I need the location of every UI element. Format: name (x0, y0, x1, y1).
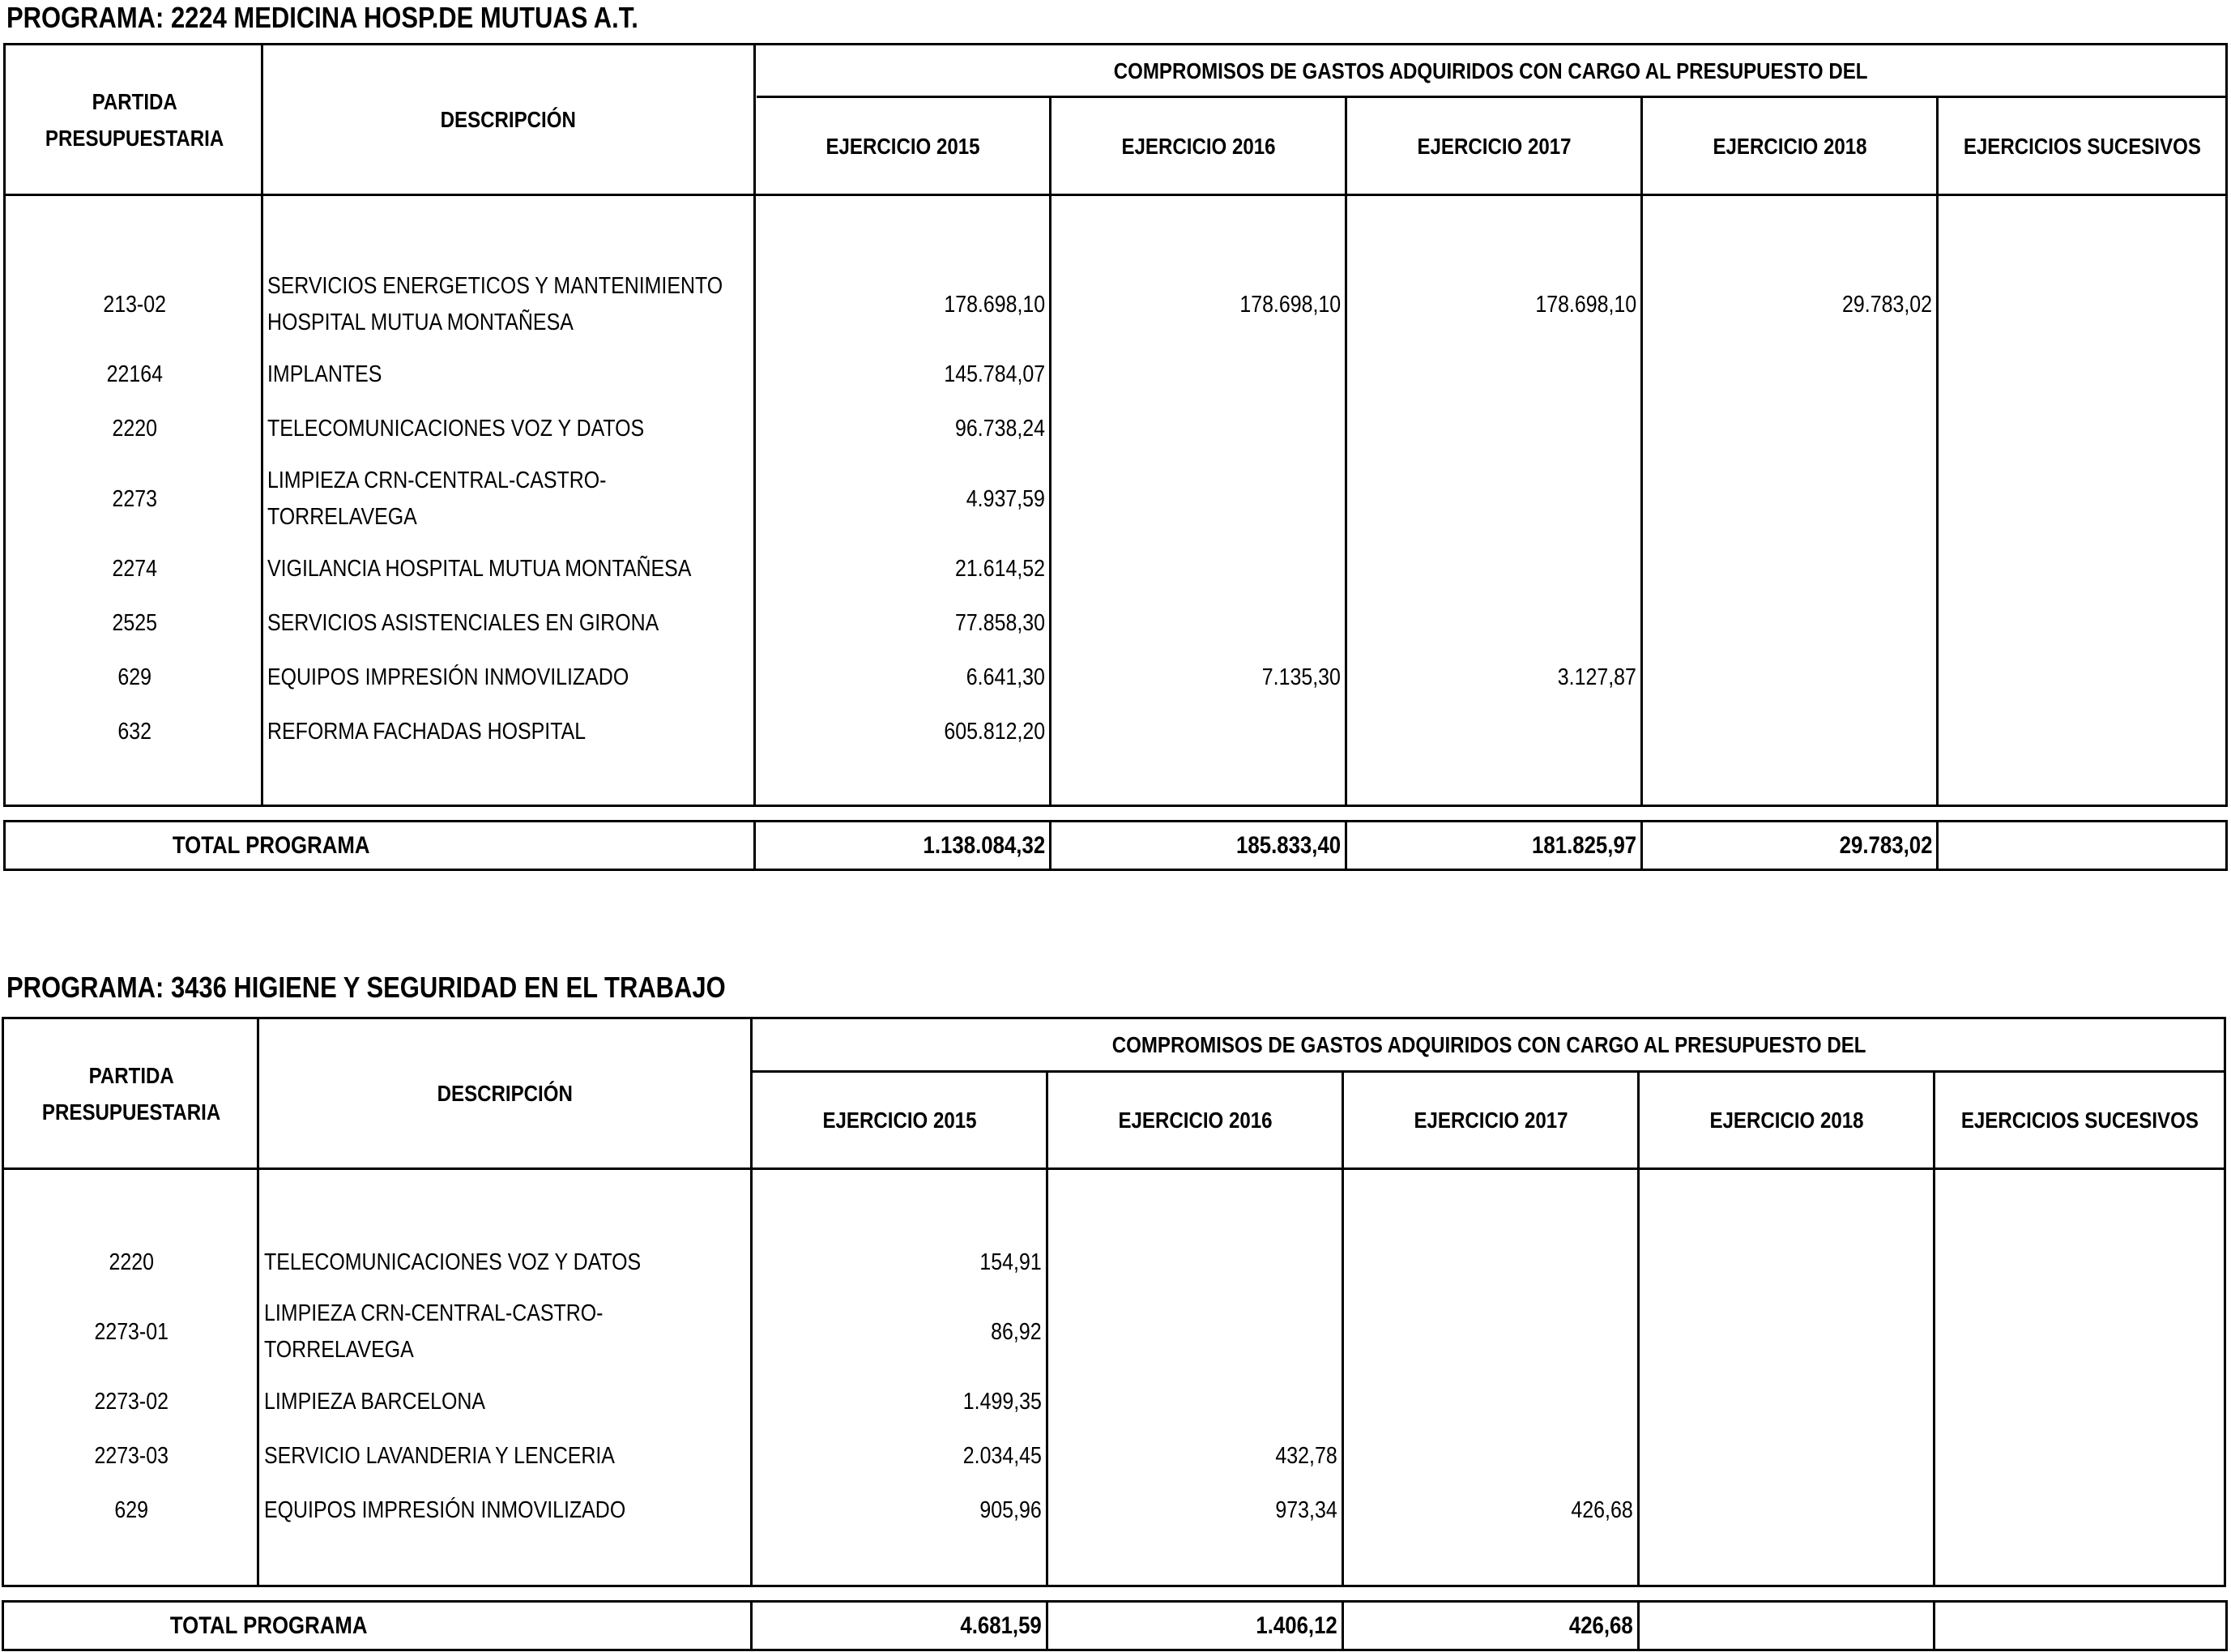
row-description: EQUIPOS IMPRESIÓN INMOVILIZADO (267, 664, 629, 690)
row-value-2015: 6.641,30 (966, 664, 1045, 690)
row-description: TELECOMUNICACIONES VOZ Y DATOS (267, 416, 645, 442)
row-value-2015: 605.812,20 (944, 719, 1045, 745)
header-year-2017: EJERCICIO 2017 (1413, 1108, 1568, 1133)
total-2015: 4.681,59 (960, 1611, 1042, 1639)
row-value-2017: 3.127,87 (1557, 664, 1636, 690)
row-code: 629 (114, 1497, 149, 1523)
row-description: EQUIPOS IMPRESIÓN INMOVILIZADO (264, 1497, 626, 1523)
row-value-2015: 1.499,35 (962, 1389, 1042, 1415)
row-description: LIMPIEZA CRN-CENTRAL-CASTRO- (264, 1300, 604, 1326)
row-value-2015: 178.698,10 (944, 292, 1045, 318)
row-value-2015: 96.738,24 (955, 416, 1045, 442)
row-value-2015: 2.034,45 (962, 1443, 1042, 1469)
total-2017: 426,68 (1569, 1611, 1633, 1639)
commitments-table (3, 43, 2228, 807)
row-code: 629 (117, 664, 151, 690)
row-value-2015: 21.614,52 (955, 556, 1045, 582)
row-description: TELECOMUNICACIONES VOZ Y DATOS (264, 1249, 642, 1275)
row-code: 2273-01 (94, 1319, 169, 1345)
header-year-2015: EJERCICIO 2015 (825, 133, 980, 159)
total-2017: 181.825,97 (1531, 831, 1636, 859)
total-2016: 185.833,40 (1235, 831, 1341, 859)
row-code: 2273-03 (94, 1443, 169, 1469)
header-year-2017: EJERCICIO 2017 (1416, 133, 1572, 159)
row-description: LIMPIEZA BARCELONA (264, 1389, 486, 1415)
header-compromisos: COMPROMISOS DE GASTOS ADQUIRIDOS CON CARGO AL PRESUPUESTO DEL (1113, 58, 1868, 83)
header-partida: PARTIDA PRESUPUESTARIA (45, 88, 224, 151)
program-title: PROGRAMA: 3436 HIGIENE Y SEGURIDAD EN EL TRABAJO (6, 971, 726, 1004)
row-code: 213-02 (103, 292, 166, 318)
header-compromisos: COMPROMISOS DE GASTOS ADQUIRIDOS CON CARGO AL PRESUPUESTO DEL (1111, 1032, 1866, 1057)
row-description-line2: HOSPITAL MUTUA MONTAÑESA (267, 309, 574, 335)
header-descripcion: DESCRIPCIÓN (437, 1081, 573, 1106)
row-code: 2273-02 (94, 1389, 169, 1415)
row-value-2016: 178.698,10 (1239, 292, 1341, 318)
row-value-2015: 145.784,07 (944, 361, 1045, 387)
row-code: 632 (117, 719, 151, 745)
row-description: SERVICIOS ENERGETICOS Y MANTENIMIENTO (267, 273, 723, 299)
total-2016: 1.406,12 (1256, 1611, 1337, 1639)
commitments-table (2, 1017, 2226, 1587)
row-code: 2525 (112, 610, 157, 636)
header-partida: PARTIDA PRESUPUESTARIA (42, 1062, 221, 1125)
program-title: PROGRAMA: 2224 MEDICINA HOSP.DE MUTUAS A.T. (6, 1, 638, 34)
row-value-2017: 178.698,10 (1535, 292, 1636, 318)
row-description: VIGILANCIA HOSPITAL MUTUA MONTAÑESA (267, 556, 692, 582)
row-code: 22164 (106, 361, 163, 387)
row-value-2015: 154,91 (979, 1249, 1042, 1275)
row-description: REFORMA FACHADAS HOSPITAL (267, 719, 587, 745)
row-value-2015: 77.858,30 (955, 610, 1045, 636)
header-year-2016: EJERCICIO 2016 (1117, 1108, 1273, 1133)
row-code: 2220 (112, 416, 157, 442)
total-2018: 29.783,02 (1839, 831, 1932, 859)
total-2018 (1640, 1603, 1929, 1649)
row-description: LIMPIEZA CRN-CENTRAL-CASTRO- (267, 467, 607, 493)
row-value-2017: 426,68 (1571, 1497, 1633, 1523)
row-description: SERVICIO LAVANDERIA Y LENCERIA (264, 1443, 615, 1469)
row-description: SERVICIOS ASISTENCIALES EN GIRONA (267, 610, 659, 636)
row-value-2018: 29.783,02 (1842, 292, 1932, 318)
header-sucesivos: EJERCICIOS SUCESIVOS (1963, 133, 2201, 159)
row-value-2016: 432,78 (1275, 1443, 1337, 1469)
total-2015: 1.138.084,32 (923, 831, 1045, 859)
header-sucesivos: EJERCICIOS SUCESIVOS (1960, 1108, 2199, 1133)
total-label: TOTAL PROGRAMA (170, 1611, 368, 1639)
header-year-2018: EJERCICIO 2018 (1712, 133, 1867, 159)
totals-row (3, 820, 2228, 871)
row-code: 2220 (109, 1249, 155, 1275)
row-value-2015: 4.937,59 (966, 486, 1045, 512)
row-description-line2: TORRELAVEGA (267, 504, 417, 530)
header-descripcion: DESCRIPCIÓN (440, 107, 577, 132)
row-value-2016: 7.135,30 (1261, 664, 1341, 690)
header-year-2018: EJERCICIO 2018 (1708, 1108, 1864, 1133)
totals-row (2, 1600, 2228, 1651)
header-year-2016: EJERCICIO 2016 (1120, 133, 1276, 159)
header-year-2015: EJERCICIO 2015 (821, 1108, 977, 1133)
row-value-2016: 973,34 (1275, 1497, 1337, 1523)
row-description: IMPLANTES (267, 361, 382, 387)
row-description-line2: TORRELAVEGA (264, 1337, 414, 1363)
row-value-2015: 905,96 (979, 1497, 1042, 1523)
row-code: 2273 (112, 486, 157, 512)
row-value-2015: 86,92 (991, 1319, 1042, 1345)
total-label: TOTAL PROGRAMA (173, 831, 370, 859)
row-code: 2274 (112, 556, 157, 582)
